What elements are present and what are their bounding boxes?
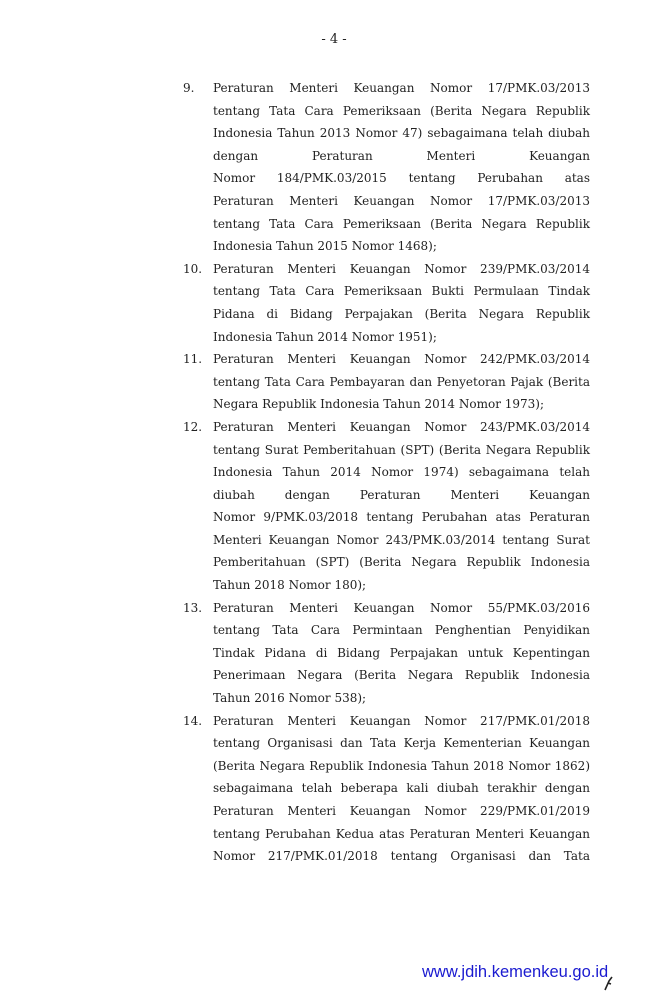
list-item-text-line: tentang Tata Cara Pemeriksaan (Berita Negara Republik bbox=[213, 216, 590, 231]
list-item bbox=[0, 710, 654, 868]
page-number: - 4 - bbox=[321, 32, 347, 47]
list-item-text-line: tentang Tata Cara Permintaan Penghentian Penyidikan bbox=[213, 623, 590, 638]
list-item-text-line: Penerimaan Negara (Berita Negara Republik Indonesia bbox=[213, 668, 590, 683]
list-item-text-line: tentang Perubahan Kedua atas Peraturan Menteri Keuangan bbox=[213, 826, 590, 841]
list-item-text-line: tentang Tata Cara Pemeriksaan Bukti Permulaan Tindak bbox=[213, 284, 590, 299]
list-item-text-line: Peraturan Menteri Keuangan Nomor 217/PMK.01/2018 bbox=[213, 713, 590, 728]
list-item bbox=[0, 416, 654, 597]
list-item-number: 13. bbox=[183, 600, 203, 615]
list-item-text-line: Tahun 2016 Nomor 538); bbox=[213, 691, 367, 706]
list-item bbox=[0, 77, 654, 258]
paraf-signature-mark bbox=[603, 975, 613, 991]
list-item-text-line: diubah dengan Peraturan Menteri Keuangan bbox=[213, 487, 590, 502]
list-item-text-line: Indonesia Tahun 2013 Nomor 47) sebagaimana telah diubah bbox=[213, 126, 590, 141]
list-item-text-line: Indonesia Tahun 2014 Nomor 1974) sebagaimana telah bbox=[213, 465, 590, 480]
list-item-text-line: Tahun 2018 Nomor 180); bbox=[213, 578, 367, 593]
list-item-text-line: sebagaimana telah beberapa kali diubah terakhir dengan bbox=[213, 781, 590, 796]
list-item bbox=[0, 597, 654, 710]
list-item-number: 10. bbox=[183, 261, 203, 276]
list-item-text-line: Indonesia Tahun 2014 Nomor 1951); bbox=[213, 329, 437, 344]
list-item-text-line: Peraturan Menteri Keuangan Nomor 242/PMK.03/2014 bbox=[213, 352, 590, 367]
list-item-number: 14. bbox=[183, 713, 203, 728]
list-item-text-line: Peraturan Menteri Keuangan Nomor 243/PMK.03/2014 bbox=[213, 419, 590, 434]
list-item-text-line: tentang Surat Pemberitahuan (SPT) (Berita Negara Republik bbox=[213, 442, 590, 457]
list-item-number: 9. bbox=[183, 81, 195, 95]
list-item-text-line: Nomor 217/PMK.01/2018 tentang Organisasi dan Tata bbox=[213, 849, 590, 864]
list-item-text-line: Menteri Keuangan Nomor 243/PMK.03/2014 tentang Surat bbox=[213, 532, 590, 547]
list-item-text-line: Peraturan Menteri Keuangan Nomor 17/PMK.03/2013 bbox=[213, 81, 590, 95]
list-item bbox=[0, 348, 654, 416]
list-item-text-line: Negara Republik Indonesia Tahun 2014 Nomor 1973); bbox=[213, 397, 545, 412]
list-item-text-line: Peraturan Menteri Keuangan Nomor 239/PMK.03/2014 bbox=[213, 261, 590, 276]
list-item-number: 11. bbox=[183, 352, 203, 367]
footer-url-link[interactable]: www.jdih.kemenkeu.go.id bbox=[422, 963, 609, 981]
list-item-text-line: Nomor 9/PMK.03/2018 tentang Perubahan atas Peraturan bbox=[213, 510, 590, 525]
regulation-list bbox=[0, 77, 654, 868]
list-item-text-line: Nomor 184/PMK.03/2015 tentang Perubahan atas bbox=[213, 171, 590, 186]
list-item-text-line: tentang Organisasi dan Tata Kerja Kementerian Keuangan bbox=[213, 736, 590, 751]
list-item-text-line: Peraturan Menteri Keuangan Nomor 55/PMK.03/2016 bbox=[213, 600, 590, 615]
list-item-number: 12. bbox=[183, 419, 203, 434]
list-item-text-line: dengan Peraturan Menteri Keuangan bbox=[213, 148, 590, 163]
list-item-text-line: Indonesia Tahun 2015 Nomor 1468); bbox=[213, 239, 437, 254]
list-item-text-line: tentang Tata Cara Pembayaran dan Penyetoran Pajak (Berita bbox=[213, 374, 590, 389]
list-item-text-line: (Berita Negara Republik Indonesia Tahun 2018 Nomor 1862) bbox=[213, 758, 590, 773]
list-item-text-line: tentang Tata Cara Pemeriksaan (Berita Negara Republik bbox=[213, 103, 590, 118]
list-item-text-line: Pidana di Bidang Perpajakan (Berita Negara Republik bbox=[213, 306, 590, 321]
list-item-text-line: Peraturan Menteri Keuangan Nomor 17/PMK.03/2013 bbox=[213, 193, 590, 208]
list-item-text-line: Peraturan Menteri Keuangan Nomor 229/PMK.01/2019 bbox=[213, 804, 590, 818]
list-item-text-line: Tindak Pidana di Bidang Perpajakan untuk Kepentingan bbox=[213, 645, 590, 660]
list-item-text-line: Pemberitahuan (SPT) (Berita Negara Republik Indonesia bbox=[213, 555, 590, 570]
list-item bbox=[0, 258, 654, 348]
